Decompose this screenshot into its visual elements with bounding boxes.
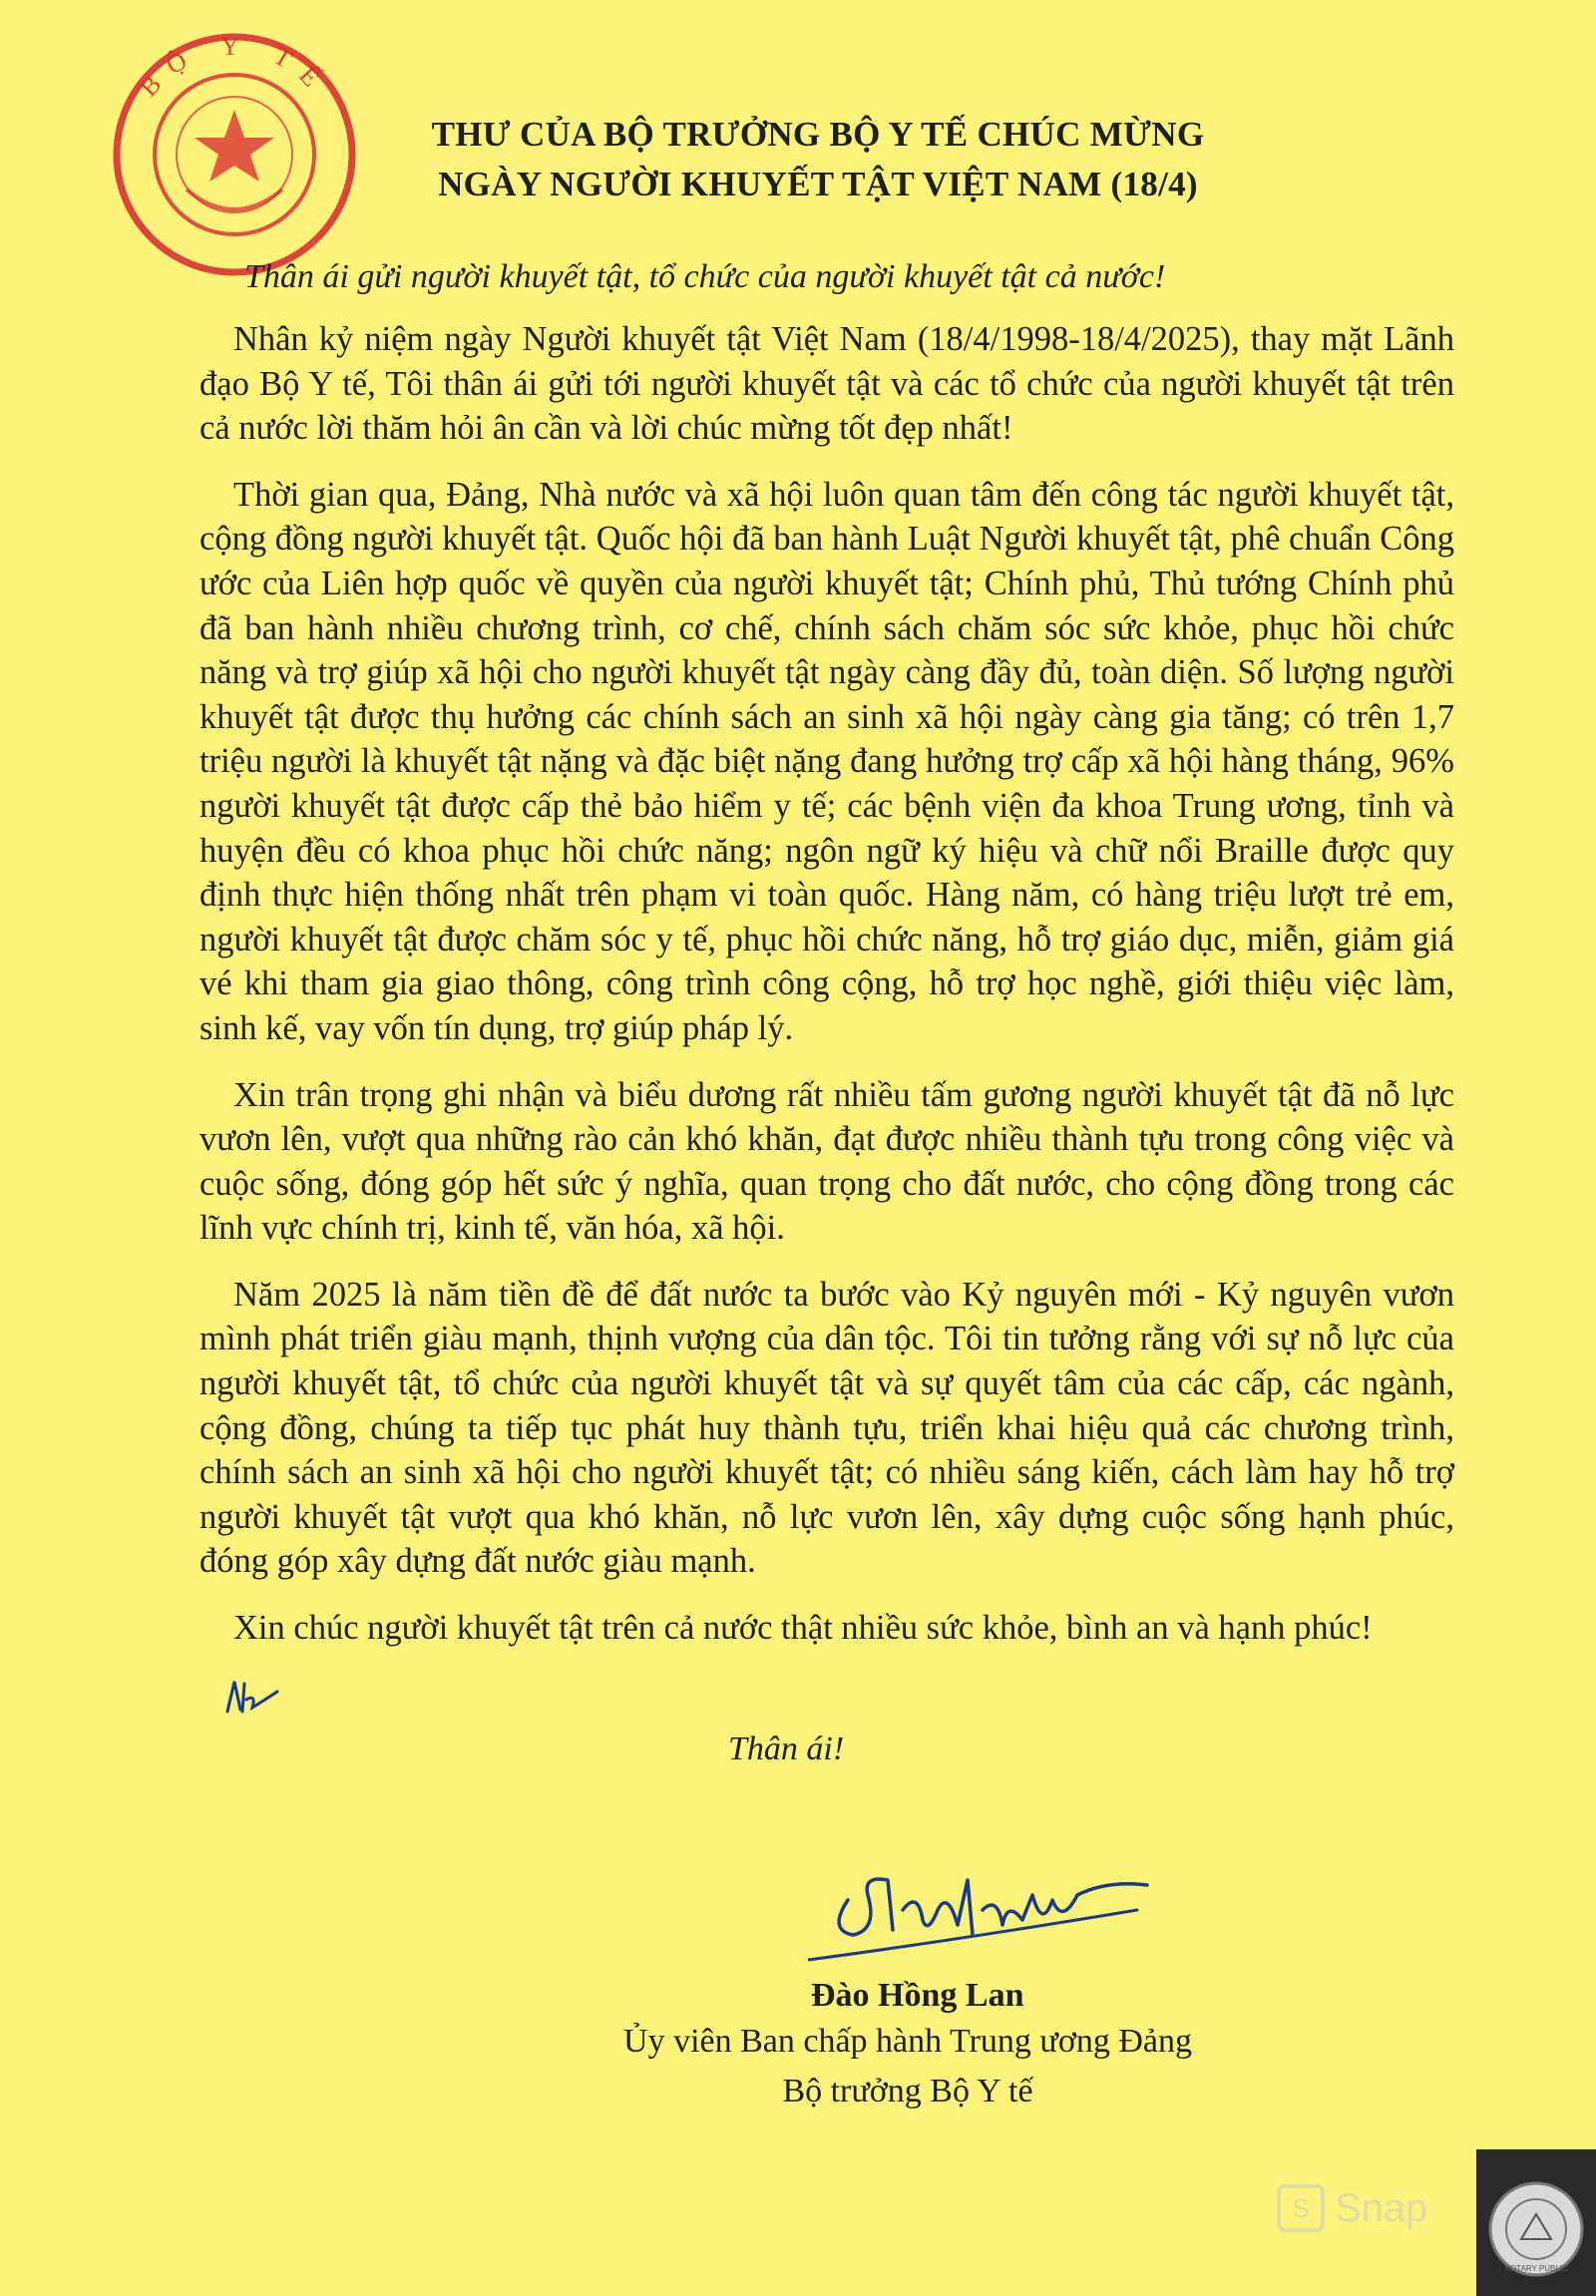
letter-body (200, 317, 1454, 1673)
signer-title-line-2: Bộ trưởng Bộ Y tế (782, 2073, 1033, 2109)
svg-text:NOTARY PUBLIC: NOTARY PUBLIC (1504, 2264, 1568, 2273)
letter-title-line-2: NGÀY NGƯỜI KHUYẾT TẬT VIỆT NAM (18/4) (438, 165, 1198, 203)
signature (808, 1840, 1167, 1970)
paragraph-3: Xin trân trọng ghi nhận và biểu dương rất nhiều tấm gương người khuyết tật đã nỗ lực vươn lên, vượt qua những rào cản khó khăn, đạt được nhiều thành tựu trong công việc và cuộc sống, đóng góp hết sức ý nghĩa, quan trọng cho đất nước, cho cộng đồng trong các lĩnh vực chính trị, kinh tế, văn hóa, xã hội. (200, 1075, 1454, 1248)
snap-watermark-text: Snap (1335, 2185, 1428, 2230)
greeting: Thân ái gửi người khuyết tật, tổ chức của người khuyết tật cả nước! (244, 258, 1166, 295)
svg-text:BỘ Y TẾ: BỘ Y TẾ (134, 31, 335, 103)
signer-title-line-1: Ủy viên Ban chấp hành Trung ương Đảng (623, 2023, 1192, 2060)
snap-watermark (1277, 2184, 1427, 2232)
snap-logo-icon: S (1277, 2184, 1325, 2232)
signer-name: Đào Hồng Lan (811, 1977, 1024, 2014)
paragraph-5: Xin chúc người khuyết tật trên cả nước thật nhiều sức khỏe, bình an và hạnh phúc! (233, 1609, 1373, 1648)
paragraph-4: Năm 2025 là năm tiền đề để đất nước ta bước vào Kỷ nguyên mới - Kỷ nguyên vươn mình phát triển giàu mạnh, thịnh vượng của dân tộc. Tôi tin tưởng rằng với sự nỗ lực của người khuyết tật, tổ chức của người khuyết tật và sự quyết tâm của các cấp, các ngành, cộng đồng, chúng ta tiếp tục phát huy thành tựu, triển khai hiệu quả các chương trình, chính sách an sinh xã hội cho người khuyết tật; có nhiều sáng kiến, cách làm hay hỗ trợ người khuyết tật vượt qua khó khăn, nỗ lực vươn lên, xây dựng cuộc sống hạnh phúc, đóng góp xây dựng đất nước giàu mạnh. (200, 1275, 1454, 1581)
closing: Thân ái! (728, 1730, 845, 1767)
notary-seal (1476, 2149, 1596, 2296)
paragraph-2: Thời gian qua, Đảng, Nhà nước và xã hội luôn quan tâm đến công tác người khuyết tật, cộng đồng người khuyết tật. Quốc hội đã ban hành Luật Người khuyết tật, phê chuẩn Công ước của Liên hợp quốc về quyền của người khuyết tật; Chính phủ, Thủ tướng Chính phủ đã ban hành nhiều chương trình, cơ chế, chính sách chăm sóc sức khỏe, phục hồi chức năng và trợ giúp xã hội cho người khuyết tật ngày càng đầy đủ, toàn diện. Số lượng người khuyết tật được thụ hưởng các chính sách an sinh xã hội ngày càng gia tăng; có trên 1,7 triệu người là khuyết tật nặng và đặc biệt nặng đang hưởng trợ cấp xã hội hàng tháng, 96% người khuyết tật được cấp thẻ bảo hiểm y tế; các bệnh viện đa khoa Trung ương, tỉnh và huyện đều có khoa phục hồi chức năng; ngôn ngữ ký hiệu và chữ nổi Braille được quy định thực hiện thống nhất trên phạm vi toàn quốc. Hàng năm, có hàng triệu lượt trẻ em, người khuyết tật được chăm sóc y tế, phục hồi chức năng, hỗ trợ giáo dục, miễn, giảm giá vé khi tham gia giao thông, công trình công cộng, hỗ trợ học nghề, giới thiệu việc làm, sinh kế, vay vốn tín dụng, trợ giúp pháp lý. (200, 475, 1454, 1047)
paragraph-1: Nhân kỷ niệm ngày Người khuyết tật Việt Nam (18/4/1998-18/4/2025), thay mặt Lãnh đạo Bộ Y tế, Tôi thân ái gửi tới người khuyết tật và các tổ chức của người khuyết tật trên cả nước lời thăm hỏi ân cần và lời chúc mừng tốt đẹp nhất! (200, 320, 1454, 448)
letter-title-line-1: THƯ CỦA BỘ TRƯỞNG BỘ Y TẾ CHÚC MỪNG (431, 115, 1205, 154)
notary-seal-icon (1486, 2179, 1586, 2279)
handwritten-initial (222, 1672, 282, 1722)
